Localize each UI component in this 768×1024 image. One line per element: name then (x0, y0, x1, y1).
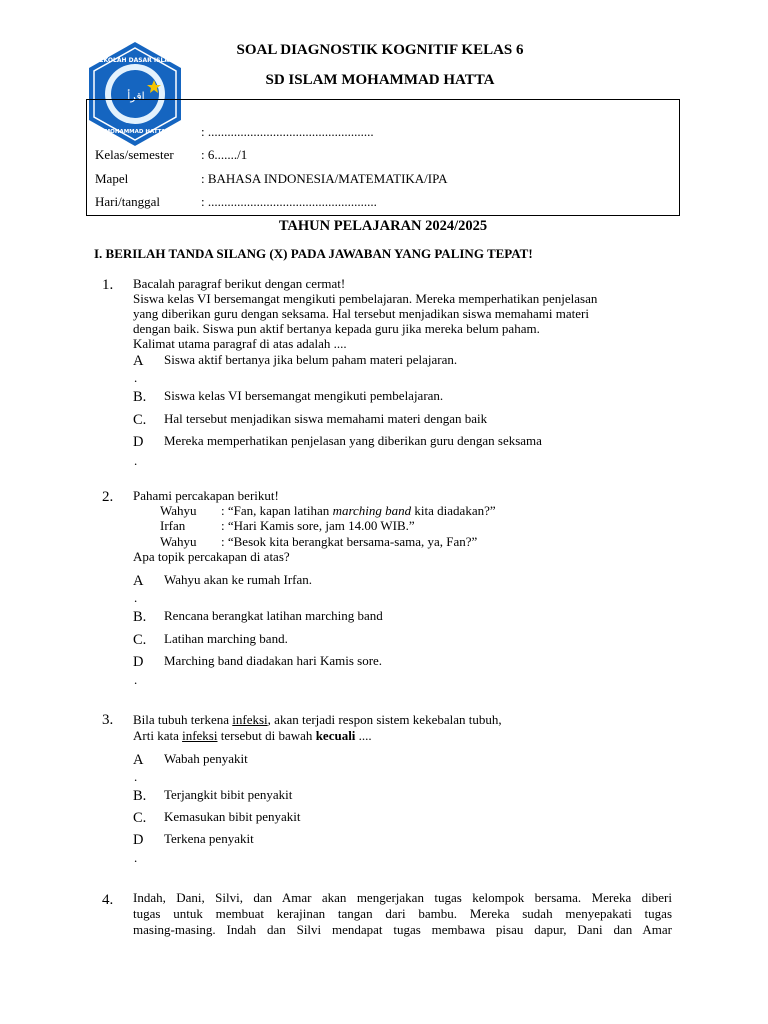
q4-line: tugas untuk membuat kerajinan tangan dari bambu. Mereka sudah menyepakati tugas (133, 906, 672, 921)
q3-line-1: Bila tubuh terkena infeksi, akan terjadi respon sistem kekebalan tubuh, (133, 712, 502, 727)
q3-option-d[interactable]: Terkena penyakit (164, 831, 254, 846)
section-title: I. BERILAH TANDA SILANG (X) PADA JAWABAN YANG PALING TEPAT! (94, 246, 533, 261)
q4-line: Indah, Dani, Silvi, dan Amar akan mengerjakan tugas kelompok bersama. Mereka diberi (133, 890, 672, 905)
info-row-class: Kelas/semester : 6......./1 (95, 147, 248, 162)
info-row-date: Hari/tanggal : .................................................... (95, 194, 377, 209)
q1-option-a[interactable]: Siswa aktif bertanya jika belum paham materi pelajaran. (164, 352, 458, 367)
academic-year: TAHUN PELAJARAN 2024/2025 (278, 218, 488, 234)
q2-option-b-letter[interactable]: B. (133, 609, 147, 625)
stray-dot: . (134, 370, 138, 385)
q2-intro: Pahami percakapan berikut! (133, 488, 279, 503)
class-field: : 6......./1 (201, 147, 248, 162)
q3-option-b[interactable]: Terjangkit bibit penyakit (164, 787, 293, 802)
info-row-subject: Mapel : BAHASA INDONESIA/MATEMATIKA/IPA (95, 171, 448, 186)
dialog-line: : “Besok kita berangkat bersama-sama, ya, Fan?” (221, 534, 478, 549)
q2-option-d[interactable]: Marching band diadakan hari Kamis sore. (164, 653, 383, 668)
subject-field: : BAHASA INDONESIA/MATEMATIKA/IPA (201, 171, 448, 186)
q1-option-a-letter[interactable]: A (133, 353, 144, 369)
student-info-box (86, 99, 680, 216)
q2-option-a-letter[interactable]: A (133, 573, 144, 589)
q3-option-a[interactable]: Wabah penyakit (164, 751, 248, 766)
q3-option-b-letter[interactable]: B. (133, 788, 147, 804)
dialog-speaker: Wahyu (160, 534, 197, 549)
q4-line: masing-masing. Indah dan Silvi mendapat tugas membawa pisau dapur, Dani dan Amar (133, 922, 672, 937)
q1-intro: Bacalah paragraf berikut dengan cermat! (133, 276, 346, 291)
q1-option-c[interactable]: Hal tersebut menjadikan siswa memahami materi dengan baik (164, 411, 488, 426)
q2-option-d-letter[interactable]: D (133, 654, 144, 670)
q1-option-d[interactable]: Mereka memperhatikan penjelasan yang diberikan guru dengan seksama (164, 433, 542, 448)
q2-option-c-letter[interactable]: C. (133, 632, 147, 648)
q3-line-2: Arti kata infeksi tersebut di bawah kecuali .... (133, 728, 372, 743)
exam-title: SOAL DIAGNOSTIK KOGNITIF KELAS 6 (236, 42, 524, 58)
q3-option-a-letter[interactable]: A (133, 752, 144, 768)
q1-question: Kalimat utama paragraf di atas adalah .... (133, 336, 347, 351)
logo-top-text: SEKOLAH DASAR ISLAM (95, 57, 175, 64)
q2-option-c[interactable]: Latihan marching band. (164, 631, 288, 646)
stray-dot: . (134, 672, 138, 687)
dialog-speaker: Wahyu (160, 503, 197, 518)
logo-arabic: اقرأ (127, 90, 145, 103)
q3-option-c-letter[interactable]: C. (133, 810, 147, 826)
stray-dot: . (134, 590, 138, 605)
q1-line: Siswa kelas VI bersemangat mengikuti pembelajaran. Mereka memperhatikan penjelasan (133, 291, 598, 306)
q3-option-c[interactable]: Kemasukan bibit penyakit (164, 809, 301, 824)
question-number-2: 2. (102, 489, 114, 505)
dialog-line: : “Hari Kamis sore, jam 14.00 WIB.” (221, 518, 415, 533)
stray-dot: . (134, 453, 138, 468)
question-number-1: 1. (102, 277, 114, 293)
stray-dot: . (134, 769, 138, 784)
question-number-3: 3. (102, 712, 114, 728)
info-row-name (95, 124, 374, 140)
q2-question: Apa topik percakapan di atas? (133, 549, 290, 564)
q1-line: yang diberikan guru dengan seksama. Hal tersebut menjadikan siswa memahami materi (133, 306, 589, 321)
q1-option-b[interactable]: Siswa kelas VI bersemangat mengikuti pembelajaran. (164, 388, 444, 403)
q1-option-d-letter[interactable]: D (133, 434, 144, 450)
dialog-line: : “Fan, kapan latihan marching band kita diadakan?” (221, 503, 496, 518)
logo-bottom-text: MOHAMMAD HATTA (104, 129, 166, 135)
q1-option-c-letter[interactable]: C. (133, 412, 147, 428)
dialog-speaker: Irfan (160, 518, 186, 533)
name-field: : ................................................... (201, 124, 374, 139)
date-field: : .................................................... (201, 194, 377, 209)
question-number-4: 4. (102, 892, 114, 908)
stray-dot: . (134, 850, 138, 865)
q2-option-a[interactable]: Wahyu akan ke rumah Irfan. (164, 572, 313, 587)
q2-option-b[interactable]: Rencana berangkat latihan marching band (164, 608, 383, 623)
school-name: SD ISLAM MOHAMMAD HATTA (265, 72, 495, 88)
q1-option-b-letter[interactable]: B. (133, 389, 147, 405)
q1-line: dengan baik. Siswa pun aktif bertanya kepada guru jika mereka belum paham. (133, 321, 540, 336)
q3-option-d-letter[interactable]: D (133, 832, 144, 848)
